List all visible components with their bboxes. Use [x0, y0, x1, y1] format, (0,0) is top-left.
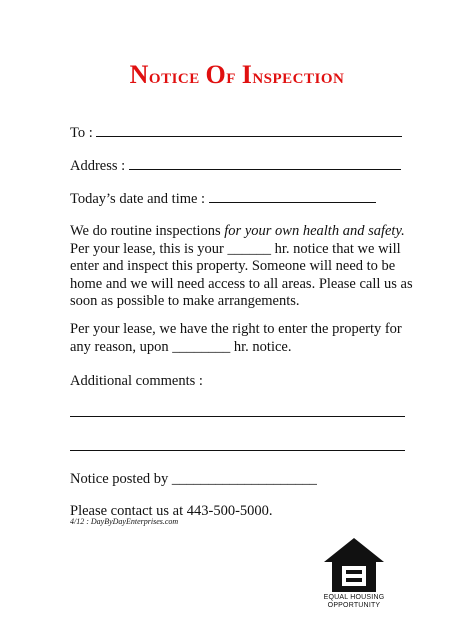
right-of-entry-paragraph [70, 321, 410, 356]
health-safety-italic: for your own health and safety. [224, 223, 405, 239]
equal-housing-text: EQUAL HOUSING [323, 594, 385, 601]
to-label: To : [70, 125, 93, 141]
additional-comments-label: Additional comments : [70, 373, 203, 389]
date-time-blank-line [209, 190, 376, 203]
para2-line2: any reason, upon ________ hr. notice. [70, 338, 292, 355]
title-word-notice: otice [148, 64, 200, 88]
para1-line1: We do routine inspections for your own health and safety. [70, 223, 405, 239]
to-field-row [70, 124, 402, 142]
date-field-row [70, 190, 376, 208]
title-initial-o: O [205, 60, 227, 89]
para1-line2: Per your lease, this is your ______ hr. notice that we will [70, 240, 401, 257]
para2-line1: Per your lease, we have the right to enter the property for [70, 321, 402, 337]
address-field-row [70, 157, 401, 175]
address-blank-line [129, 157, 401, 170]
posted-by-label: Notice posted by [70, 471, 169, 487]
opportunity-text: OPPORTUNITY [327, 602, 381, 609]
title-word-inspection: nspection [252, 64, 345, 88]
date-time-label: Today’s date and time : [70, 191, 206, 207]
comments-label-row [70, 372, 203, 390]
to-blank-line [96, 124, 402, 137]
comments-blank-line-2 [70, 450, 405, 451]
para1-line5: soon as possible to make arrangements. [70, 293, 300, 309]
comments-blank-line-1 [70, 416, 405, 417]
page-title [0, 60, 474, 90]
para1-line3: enter and inspect this property. Someone will need to be [70, 258, 396, 274]
title-initial-i: I [241, 60, 253, 89]
address-label: Address : [70, 158, 126, 174]
contact-phone-text: Please contact us at 443-500-5000. [70, 503, 273, 519]
posted-by-blank-line: ____________________ [171, 471, 317, 487]
title-initial-n: N [129, 60, 149, 89]
inspection-paragraph [70, 223, 413, 311]
para1-line4: home and we will need access to all areas. Please call us as [70, 275, 413, 292]
title-word-of: f [226, 64, 236, 88]
posted-by-row [70, 470, 317, 488]
footer-website-note: 4/12 : DayByDayEnterprises.com [70, 517, 179, 526]
